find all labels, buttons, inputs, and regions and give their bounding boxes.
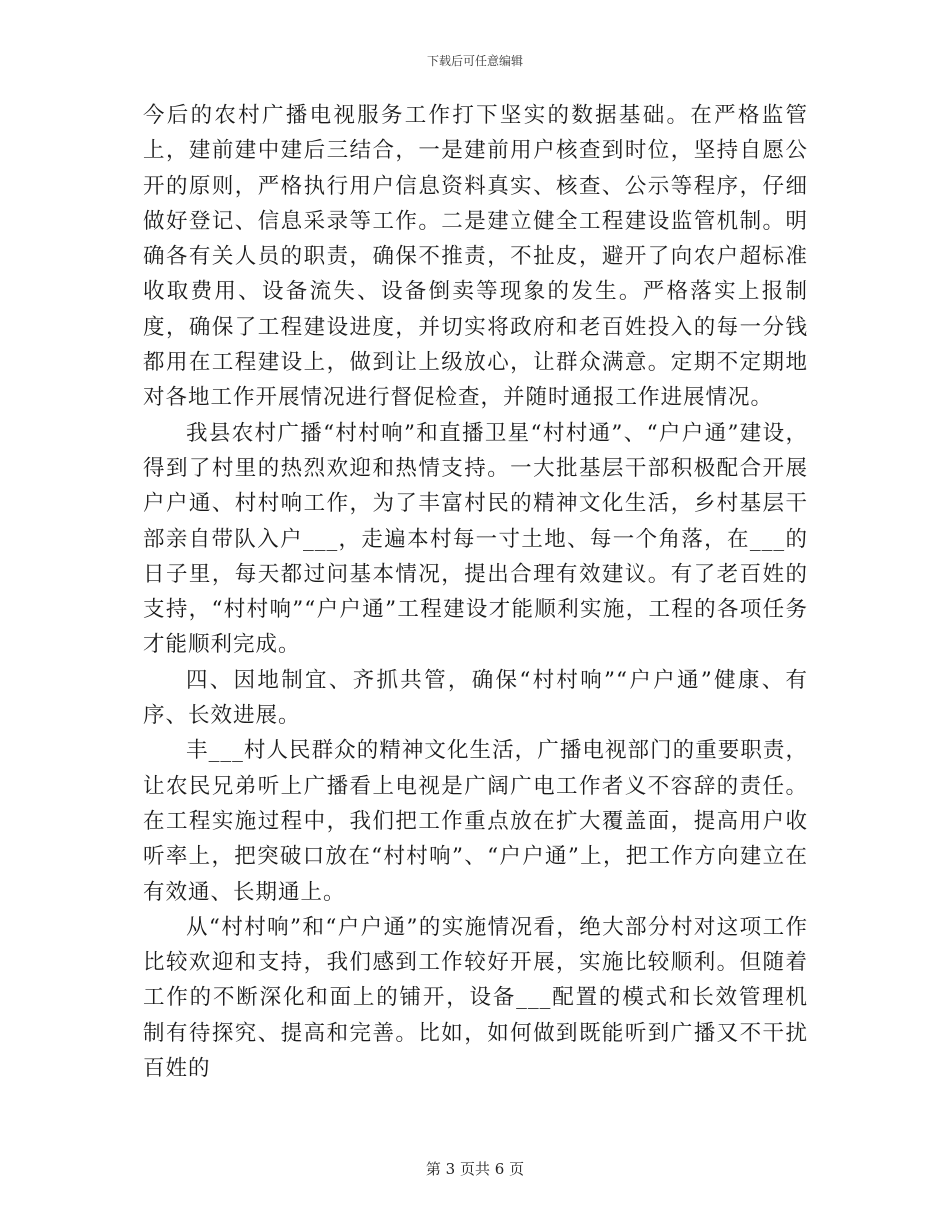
body-text <box>143 98 808 1086</box>
paragraph-3: 丰___村人民群众的精神文化生活，广播电视部门的重要职责，让农民兄弟听上广播看上电视是广阔广电工作者义不容辞的责任。在工程实施过程中，我们把工作重点放在扩大覆盖面，提高用户收听率上，把突破口放在“村村响”、“户户通”上，把工作方向建立在有效通、长期通上。 <box>143 738 808 905</box>
paragraph-2: 我县农村广播“村村响”和直播卫星“村村通”、“户户通”建设，得到了村里的热烈欢迎和热情支持。一大批基层干部积极配合开展户户通、村村响工作，为了丰富村民的精神文化生活，乡村基层干部亲自带队入户___，走遍本村每一寸土地、每一个角落，在___的日子里，每天都过问基本情况，提出合理有效建议。有了老百姓的支持，“村村响”“户户通”工程建设才能顺利实施，工程的各项任务才能顺利完成。 <box>143 420 808 658</box>
page-header: 下载后可任意编辑 <box>426 54 523 68</box>
page-footer: 第 3 页共 6 页 <box>425 1160 525 1178</box>
paragraph-4: 从“村村响”和“户户通”的实施情况看，绝大部分村对这项工作比较欢迎和支持，我们感到工作较好开展，实施比较顺利。但随着工作的不断深化和面上的铺开，设备___配置的模式和长效管理机制有待探究、提高和完善。比如，如何做到既能听到广播又不干扰百姓的 <box>143 914 808 1082</box>
section-heading: 四、因地制宜、齐抓共管，确保“村村响”“户户通”健康、有序、长效进展。 <box>143 667 808 729</box>
paragraph-1: 今后的农村广播电视服务工作打下坚实的数据基础。在严格监管上，建前建中建后三结合，一是建前用户核查到时位，坚持自愿公开的原则，严格执行用户信息资料真实、核查、公示等程序，仔细做好登记、信息采录等工作。二是建立健全工程建设监管机制。明确各有关人员的职责，确保不推责，不扯皮，避开了向农户超标准收取费用、设备流失、设备倒卖等现象的发生。严格落实上报制度，确保了工程建设进度，并切实将政府和老百姓投入的每一分钱都用在工程建设上，做到让上级放心，让群众满意。定期不定期地对各地工作开展情况进行督促检查，并随时通报工作进展情况。 <box>143 103 808 411</box>
